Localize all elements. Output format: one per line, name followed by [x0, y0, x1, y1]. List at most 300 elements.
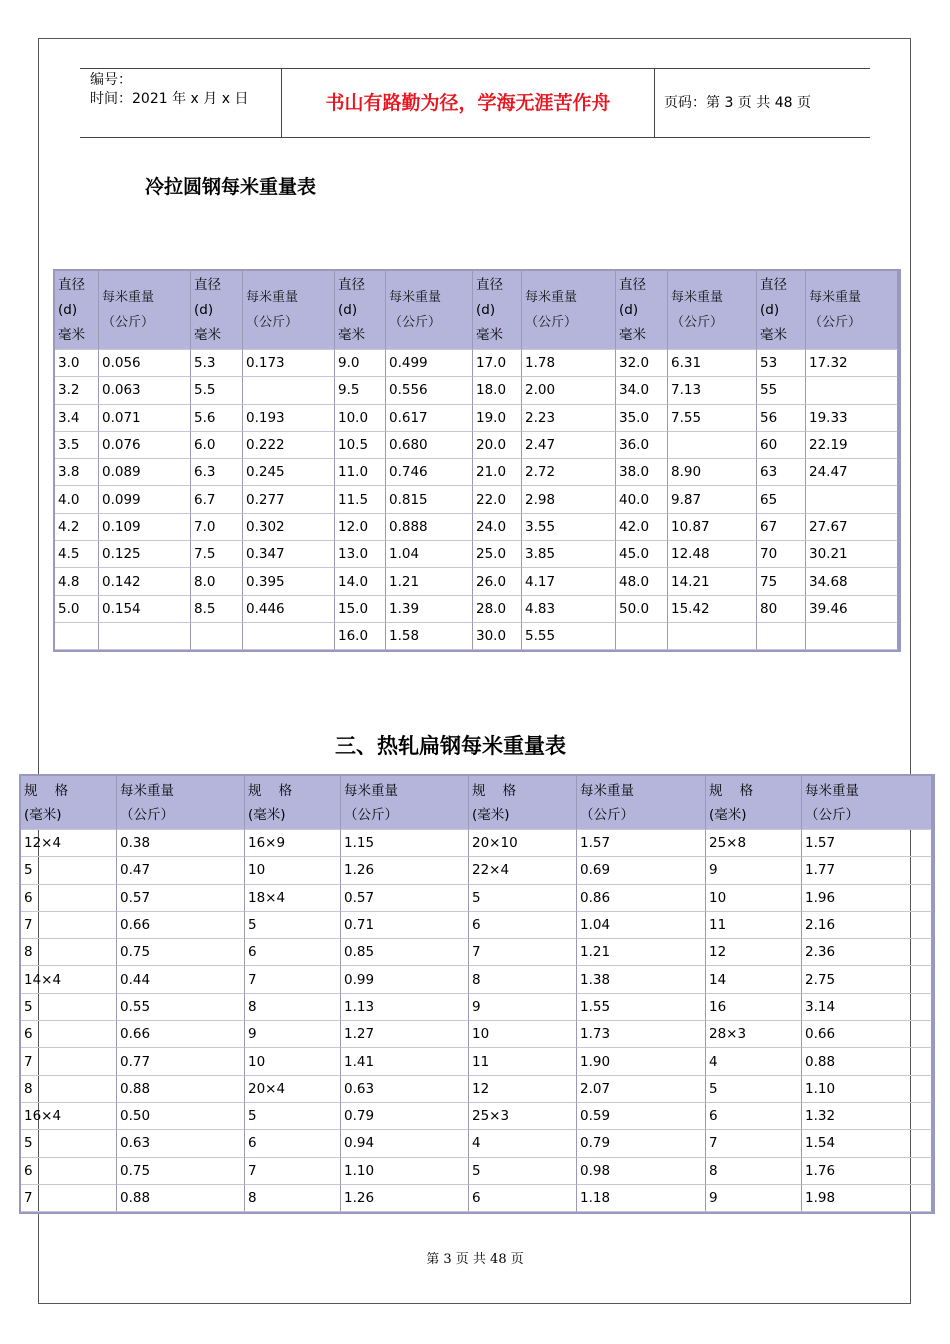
table-cell: 25×8	[706, 830, 802, 857]
table-cell: 4.5	[55, 541, 99, 568]
table-cell	[191, 623, 243, 650]
table-row	[55, 541, 898, 568]
table-cell: 1.77	[802, 857, 932, 884]
table-cell: 4	[706, 1048, 802, 1075]
table-cell: 16×9	[245, 830, 341, 857]
table-cell	[757, 623, 806, 650]
table-cell	[806, 486, 898, 513]
table-cell: 55	[757, 377, 806, 404]
header-line: （公斤）	[344, 806, 398, 823]
table-cell: 1.04	[577, 912, 706, 939]
header-line: (d)	[338, 301, 358, 318]
table-cell: 4.17	[522, 568, 616, 595]
table-cell: 2.23	[522, 405, 616, 432]
header-diameter	[55, 271, 99, 350]
table-row	[55, 405, 898, 432]
table-cell: 14.0	[335, 568, 386, 595]
table-cell: 0.499	[386, 350, 473, 377]
table-row	[21, 1158, 932, 1185]
table-cell: 6	[21, 885, 117, 912]
header-line: 毫米	[58, 326, 85, 343]
table-cell: 0.142	[99, 568, 191, 595]
table-cell: 20×4	[245, 1076, 341, 1103]
table-cell: 0.55	[117, 994, 245, 1021]
table-cell: 19.33	[806, 405, 898, 432]
header-line: (毫米)	[248, 806, 286, 823]
table-cell: 0.680	[386, 432, 473, 459]
table-cell: 0.75	[117, 939, 245, 966]
table-cell: 1.41	[341, 1048, 469, 1075]
table-cell: 5	[21, 1130, 117, 1157]
table-cell: 6.31	[668, 350, 757, 377]
table-cell: 6	[469, 1185, 577, 1212]
table-cell: 42.0	[616, 514, 668, 541]
table-cell: 1.55	[577, 994, 706, 1021]
table-cell: 22.19	[806, 432, 898, 459]
table-row	[21, 912, 932, 939]
table-cell: 12	[469, 1076, 577, 1103]
header-line: 每米重量	[120, 782, 174, 799]
table-cell: 1.98	[802, 1185, 932, 1212]
table-cell: 2.75	[802, 966, 932, 993]
table-cell: 0.71	[341, 912, 469, 939]
header-line: 每米重量	[671, 290, 724, 305]
table-cell: 5.6	[191, 405, 243, 432]
header-line: 规 格	[472, 782, 517, 799]
table-cell: 0.277	[243, 486, 335, 513]
table-cell: 4	[469, 1130, 577, 1157]
header-diameter	[473, 271, 522, 350]
header-line: (d)	[760, 301, 780, 318]
table-cell: 6	[706, 1103, 802, 1130]
header-line: （公斤）	[671, 315, 724, 330]
table-cell: 60	[757, 432, 806, 459]
table-cell: 15.42	[668, 596, 757, 623]
table-cell: 6	[245, 1130, 341, 1157]
table-cell: 9.5	[335, 377, 386, 404]
table-cell: 3.4	[55, 405, 99, 432]
table-cell: 21.0	[473, 459, 522, 486]
table-cell: 1.15	[341, 830, 469, 857]
table-cell: 0.85	[341, 939, 469, 966]
table-cell: 12×4	[21, 830, 117, 857]
table-cell: 10.0	[335, 405, 386, 432]
header-line: （公斤）	[809, 315, 862, 330]
header-line: 规 格	[709, 782, 754, 799]
table-header-row	[21, 776, 932, 830]
table-cell	[668, 432, 757, 459]
table-cell: 8	[21, 939, 117, 966]
header-line: （公斤）	[389, 315, 442, 330]
table-cell	[616, 623, 668, 650]
header-line: (毫米)	[472, 806, 510, 823]
table-cell: 1.96	[802, 885, 932, 912]
table-cell: 5	[21, 994, 117, 1021]
table-cell: 45.0	[616, 541, 668, 568]
table-cell: 9	[706, 1185, 802, 1212]
table-cell: 67	[757, 514, 806, 541]
header-line: 毫米	[338, 326, 365, 343]
table-cell: 0.556	[386, 377, 473, 404]
table-cell: 1.18	[577, 1185, 706, 1212]
header-line: 直径	[619, 276, 646, 293]
table-cell: 6.7	[191, 486, 243, 513]
table-cell: 18×4	[245, 885, 341, 912]
table-cell: 75	[757, 568, 806, 595]
table-cell: 80	[757, 596, 806, 623]
table-cell: 8	[21, 1076, 117, 1103]
table-row	[21, 939, 932, 966]
table-cell: 28.0	[473, 596, 522, 623]
table-cell: 3.14	[802, 994, 932, 1021]
table-cell: 10	[469, 1021, 577, 1048]
header-line: (d)	[619, 301, 639, 318]
table-cell: 1.27	[341, 1021, 469, 1048]
header-line: 每米重量	[809, 290, 862, 305]
table-row	[55, 377, 898, 404]
table-cell: 8	[706, 1158, 802, 1185]
header-line: 每米重量	[344, 782, 398, 799]
header-line: 规 格	[24, 782, 69, 799]
header-weight	[341, 776, 469, 830]
header-line: 每米重量	[580, 782, 634, 799]
table-cell: 34.0	[616, 377, 668, 404]
header-spec	[21, 776, 117, 830]
table-cell: 20.0	[473, 432, 522, 459]
table-cell: 0.617	[386, 405, 473, 432]
table-cell: 10.87	[668, 514, 757, 541]
table-cell: 2.72	[522, 459, 616, 486]
table-cell: 22.0	[473, 486, 522, 513]
table2-title: 三、热轧扁钢每米重量表	[335, 733, 566, 758]
table-cell: 1.38	[577, 966, 706, 993]
table1-title: 冷拉圆钢每米重量表	[145, 176, 317, 198]
table-row	[21, 966, 932, 993]
table-cell: 1.57	[577, 830, 706, 857]
table-cell	[55, 623, 99, 650]
table-cell: 27.67	[806, 514, 898, 541]
table-cell: 0.50	[117, 1103, 245, 1130]
header-line: 规 格	[248, 782, 293, 799]
header-line: 每米重量	[102, 290, 155, 305]
header-line: 每米重量	[246, 290, 299, 305]
header-line: （公斤）	[246, 315, 299, 330]
table-cell: 53	[757, 350, 806, 377]
table-cell: 6	[469, 912, 577, 939]
table-cell: 63	[757, 459, 806, 486]
header-line: (d)	[58, 301, 78, 318]
table-cell: 5.55	[522, 623, 616, 650]
table-cell: 7	[706, 1130, 802, 1157]
table-row	[21, 885, 932, 912]
table-cell: 0.66	[117, 912, 245, 939]
table-cell: 0.57	[117, 885, 245, 912]
date-label: 时间：2021 年 x 月 x 日	[90, 91, 249, 107]
table-cell: 11	[706, 912, 802, 939]
table-row	[55, 350, 898, 377]
table-cell: 5	[469, 885, 577, 912]
table-cell: 7	[245, 966, 341, 993]
header-line: 毫米	[619, 326, 646, 343]
table-cell: 0.193	[243, 405, 335, 432]
table-cell: 9	[469, 994, 577, 1021]
table-cell: 1.10	[802, 1076, 932, 1103]
hot-rolled-flat-steel-table	[19, 774, 935, 1214]
table-cell: 0.88	[117, 1185, 245, 1212]
table-cell: 22×4	[469, 857, 577, 884]
table-cell: 11.5	[335, 486, 386, 513]
table-cell: 6.0	[191, 432, 243, 459]
table-cell: 1.32	[802, 1103, 932, 1130]
table-cell: 24.47	[806, 459, 898, 486]
table-cell: 1.10	[341, 1158, 469, 1185]
table-cell: 0.888	[386, 514, 473, 541]
table-cell: 18.0	[473, 377, 522, 404]
table-cell: 0.88	[117, 1076, 245, 1103]
table-cell: 1.21	[577, 939, 706, 966]
table-cell: 5	[245, 1103, 341, 1130]
header-spec	[245, 776, 341, 830]
table-cell: 4.8	[55, 568, 99, 595]
table-cell	[243, 377, 335, 404]
table-cell: 17.32	[806, 350, 898, 377]
table-cell: 8	[469, 966, 577, 993]
header-weight	[522, 271, 616, 350]
table-row	[55, 596, 898, 623]
table-cell: 7	[21, 1185, 117, 1212]
table-row	[55, 432, 898, 459]
table-cell: 9.0	[335, 350, 386, 377]
table-cell: 0.94	[341, 1130, 469, 1157]
table-cell: 10	[245, 1048, 341, 1075]
header-line: 直径	[58, 276, 85, 293]
header-info	[80, 69, 282, 137]
table-cell: 0.66	[802, 1021, 932, 1048]
header-line: (毫米)	[709, 806, 747, 823]
table-cell: 0.446	[243, 596, 335, 623]
number-label: 编号：	[90, 72, 132, 88]
table-cell: 30.0	[473, 623, 522, 650]
header-diameter	[191, 271, 243, 350]
table-cell: 0.109	[99, 514, 191, 541]
table-cell: 0.63	[341, 1076, 469, 1103]
header-diameter	[616, 271, 668, 350]
table-cell	[806, 623, 898, 650]
header-line: 每米重量	[389, 290, 442, 305]
table-cell: 26.0	[473, 568, 522, 595]
table-cell: 1.04	[386, 541, 473, 568]
table-cell: 4.2	[55, 514, 99, 541]
table-cell	[806, 377, 898, 404]
table-cell: 25.0	[473, 541, 522, 568]
table-cell: 6	[245, 939, 341, 966]
header-line: 直径	[194, 276, 221, 293]
header-line: （公斤）	[580, 806, 634, 823]
table-cell: 0.44	[117, 966, 245, 993]
table-cell: 5	[245, 912, 341, 939]
table-cell: 1.76	[802, 1158, 932, 1185]
table-cell: 70	[757, 541, 806, 568]
table-cell: 0.063	[99, 377, 191, 404]
table-cell: 1.39	[386, 596, 473, 623]
table-cell: 20×10	[469, 830, 577, 857]
header-weight	[386, 271, 473, 350]
table-cell: 2.98	[522, 486, 616, 513]
table-cell: 10.5	[335, 432, 386, 459]
header-line: （公斤）	[805, 806, 859, 823]
table-cell: 0.47	[117, 857, 245, 884]
table-cell: 0.302	[243, 514, 335, 541]
table-cell: 24.0	[473, 514, 522, 541]
table-cell: 40.0	[616, 486, 668, 513]
table-cell: 0.154	[99, 596, 191, 623]
table-cell: 5.3	[191, 350, 243, 377]
table-cell: 25×3	[469, 1103, 577, 1130]
table-row	[21, 1048, 932, 1075]
header-weight	[806, 271, 898, 350]
header-weight	[668, 271, 757, 350]
header-weight	[243, 271, 335, 350]
table-cell: 1.26	[341, 857, 469, 884]
table-cell: 1.57	[802, 830, 932, 857]
table-cell: 3.0	[55, 350, 99, 377]
table-cell: 5	[706, 1076, 802, 1103]
table-cell: 15.0	[335, 596, 386, 623]
table-cell: 0.66	[117, 1021, 245, 1048]
table-cell: 0.245	[243, 459, 335, 486]
table-row	[21, 1076, 932, 1103]
table-cell: 8.90	[668, 459, 757, 486]
table-cell: 3.2	[55, 377, 99, 404]
header-weight	[577, 776, 706, 830]
header-line: 毫米	[760, 326, 787, 343]
table-cell: 30.21	[806, 541, 898, 568]
document-header	[80, 68, 870, 138]
header-line: 毫米	[476, 326, 503, 343]
table-cell: 7	[469, 939, 577, 966]
table-cell: 16.0	[335, 623, 386, 650]
header-line: 直径	[338, 276, 365, 293]
table-cell: 56	[757, 405, 806, 432]
table-cell: 5	[21, 857, 117, 884]
table-cell: 1.26	[341, 1185, 469, 1212]
header-motto: 书山有路勤为径，学海无涯苦作舟	[282, 69, 655, 137]
table-row	[55, 514, 898, 541]
table-row	[55, 486, 898, 513]
header-line: 直径	[476, 276, 503, 293]
header-line: 直径	[760, 276, 787, 293]
header-line: (毫米)	[24, 806, 62, 823]
table-cell: 0.815	[386, 486, 473, 513]
header-page-label: 页码：第 3 页 共 48 页	[664, 95, 811, 111]
cold-drawn-round-steel-table	[53, 269, 901, 652]
table-cell: 0.746	[386, 459, 473, 486]
table-cell: 7.0	[191, 514, 243, 541]
table-cell: 9	[245, 1021, 341, 1048]
table-row	[55, 623, 898, 650]
table-cell: 0.395	[243, 568, 335, 595]
table-row	[21, 1103, 932, 1130]
table-cell: 7	[21, 1048, 117, 1075]
table-cell: 0.98	[577, 1158, 706, 1185]
table-cell: 11	[469, 1048, 577, 1075]
table-cell: 35.0	[616, 405, 668, 432]
table-cell: 2.07	[577, 1076, 706, 1103]
table-row	[21, 1185, 932, 1212]
table-cell: 1.90	[577, 1048, 706, 1075]
table-cell: 0.79	[577, 1130, 706, 1157]
table-cell: 0.089	[99, 459, 191, 486]
table-cell: 12.0	[335, 514, 386, 541]
table-cell: 0.88	[802, 1048, 932, 1075]
table-row	[21, 1130, 932, 1157]
table-cell: 7.55	[668, 405, 757, 432]
table-cell: 1.78	[522, 350, 616, 377]
header-weight	[99, 271, 191, 350]
table-header-row	[55, 271, 898, 350]
table-cell: 10	[245, 857, 341, 884]
table-cell: 1.58	[386, 623, 473, 650]
header-diameter	[335, 271, 386, 350]
table-cell: 1.13	[341, 994, 469, 1021]
header-line: （公斤）	[525, 315, 578, 330]
table-cell: 0.071	[99, 405, 191, 432]
table-cell	[668, 623, 757, 650]
table-cell: 14.21	[668, 568, 757, 595]
table-cell: 0.056	[99, 350, 191, 377]
table-cell	[99, 623, 191, 650]
table-cell: 6	[21, 1021, 117, 1048]
table-row	[21, 857, 932, 884]
table-row	[55, 459, 898, 486]
table-cell: 16×4	[21, 1103, 117, 1130]
table-cell: 8	[245, 994, 341, 1021]
table-cell: 5	[469, 1158, 577, 1185]
table-cell: 2.47	[522, 432, 616, 459]
table-cell: 13.0	[335, 541, 386, 568]
table-cell: 0.59	[577, 1103, 706, 1130]
table-cell: 7	[245, 1158, 341, 1185]
table-cell: 12	[706, 939, 802, 966]
table-cell: 7.13	[668, 377, 757, 404]
table-cell: 39.46	[806, 596, 898, 623]
header-line: (d)	[476, 301, 496, 318]
table-cell: 3.8	[55, 459, 99, 486]
page-footer: 第 3 页 共 48 页	[426, 1252, 524, 1267]
table-cell: 7	[21, 912, 117, 939]
table-cell: 0.79	[341, 1103, 469, 1130]
table-cell: 1.73	[577, 1021, 706, 1048]
header-line: 每米重量	[805, 782, 859, 799]
table-row	[55, 568, 898, 595]
table-cell: 65	[757, 486, 806, 513]
table-cell: 50.0	[616, 596, 668, 623]
table-cell: 11.0	[335, 459, 386, 486]
table-cell: 2.00	[522, 377, 616, 404]
table-cell: 0.38	[117, 830, 245, 857]
table-cell: 8.0	[191, 568, 243, 595]
table-cell: 4.83	[522, 596, 616, 623]
table-cell: 2.36	[802, 939, 932, 966]
table-cell: 28×3	[706, 1021, 802, 1048]
table-cell: 0.99	[341, 966, 469, 993]
table-cell: 0.347	[243, 541, 335, 568]
table-cell: 0.86	[577, 885, 706, 912]
table-cell: 14	[706, 966, 802, 993]
table-cell: 2.16	[802, 912, 932, 939]
table-cell: 9.87	[668, 486, 757, 513]
table-cell: 5.5	[191, 377, 243, 404]
